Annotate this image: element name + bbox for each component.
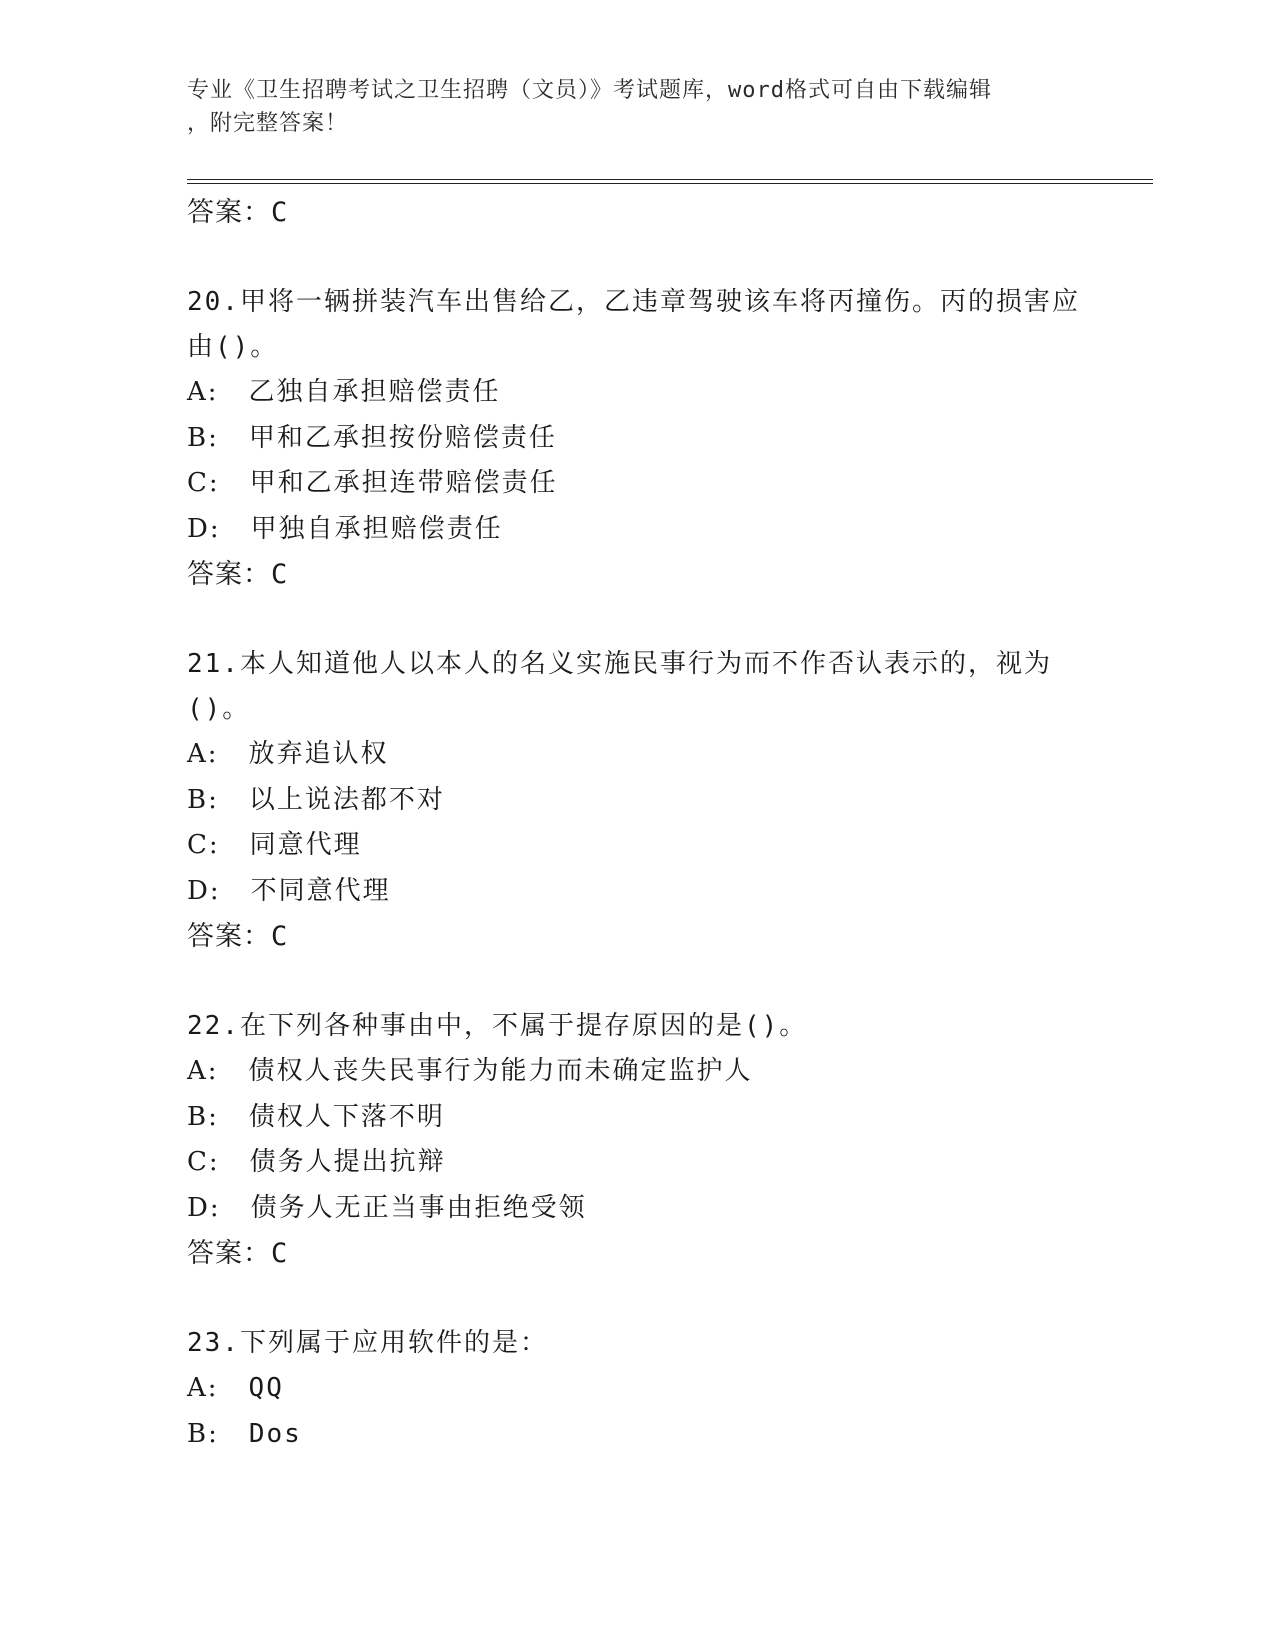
option-key: B: [187, 1101, 219, 1132]
option-key: B: [187, 784, 219, 815]
header-divider-top [187, 179, 1153, 180]
option-key: C: [187, 1147, 220, 1177]
answer-line [187, 1231, 1087, 1277]
option-d [187, 1186, 1087, 1232]
option-text: 乙独自承担赔偿责任 [248, 377, 501, 407]
question-number: 21. [187, 649, 240, 679]
answer-label: 答案： [187, 559, 271, 590]
option-text: 以上说法都不对 [248, 784, 445, 815]
option-text: 债务人提出抗辩 [249, 1147, 446, 1177]
option-text: 不同意代理 [250, 875, 391, 906]
answer-value: C [271, 1238, 289, 1269]
option-text: QQ [248, 1373, 284, 1403]
question-body: 甲将一辆拼装汽车出售给乙，乙违章驾驶该车将丙撞伤。丙的损害应由()。 [187, 287, 1080, 362]
answer-value: C [271, 197, 289, 228]
option-key: A: [187, 739, 219, 769]
question-item [187, 1004, 1087, 1277]
option-key: A: [187, 1373, 219, 1403]
option-key: D: [187, 875, 221, 906]
answer-value: C [271, 559, 289, 590]
option-key: B: [187, 422, 219, 453]
question-number: 22. [187, 1011, 240, 1041]
question-number: 23. [187, 1328, 240, 1358]
option-key: A: [187, 1056, 219, 1086]
option-b [187, 416, 1087, 462]
option-text: 债务人无正当事由拒绝受领 [250, 1192, 587, 1223]
question-body: 下列属于应用软件的是： [239, 1328, 548, 1358]
document-header [187, 74, 1067, 140]
option-d [187, 507, 1087, 553]
answer-line [187, 190, 1087, 236]
option-text: 放弃追认权 [248, 739, 389, 769]
question-item [187, 280, 1087, 598]
option-key: B: [187, 1418, 219, 1449]
option-key: D: [187, 513, 221, 544]
question-item [187, 642, 1087, 960]
option-key: A: [187, 377, 219, 407]
option-c [187, 461, 1087, 507]
question-text [187, 1321, 1087, 1366]
question-body: 本人知道他人以本人的名义实施民事行为而不作否认表示的，视为()。 [187, 649, 1052, 724]
option-key: C: [187, 830, 220, 860]
answer-value: C [271, 921, 289, 952]
answer-line [187, 552, 1087, 598]
option-b [187, 1095, 1087, 1141]
option-a [187, 370, 1087, 416]
option-b [187, 778, 1087, 824]
answer-label: 答案： [187, 197, 271, 228]
option-a [187, 1049, 1087, 1095]
header-line-2: ，附完整答案！ [187, 111, 349, 136]
question-text [187, 280, 1087, 370]
answer-line [187, 914, 1087, 960]
question-body: 在下列各种事由中，不属于提存原因的是()。 [239, 1011, 808, 1041]
option-text: Dos [248, 1418, 302, 1449]
option-b [187, 1412, 1087, 1458]
answer-label: 答案： [187, 1238, 271, 1269]
option-a [187, 732, 1087, 778]
option-key: D: [187, 1192, 221, 1223]
option-text: 同意代理 [249, 830, 362, 860]
option-c [187, 1140, 1087, 1186]
question-text [187, 1004, 1087, 1049]
header-line-1: 专业《卫生招聘考试之卫生招聘（文员）》考试题库，word格式可自由下载编辑 [187, 78, 992, 103]
question-text [187, 642, 1087, 732]
option-text: 甲和乙承担按份赔偿责任 [248, 422, 557, 453]
question-item [187, 1321, 1087, 1457]
option-a [187, 1366, 1087, 1412]
option-text: 甲独自承担赔偿责任 [250, 513, 503, 544]
header-divider-bottom [187, 183, 1153, 184]
option-text: 债权人丧失民事行为能力而未确定监护人 [248, 1056, 753, 1086]
option-d [187, 869, 1087, 915]
answer-label: 答案： [187, 921, 271, 952]
option-text: 债权人下落不明 [248, 1101, 445, 1132]
question-list [187, 190, 1087, 1457]
option-text: 甲和乙承担连带赔偿责任 [249, 468, 558, 498]
option-key: C: [187, 468, 220, 498]
option-c [187, 823, 1087, 869]
question-number: 20. [187, 287, 240, 317]
